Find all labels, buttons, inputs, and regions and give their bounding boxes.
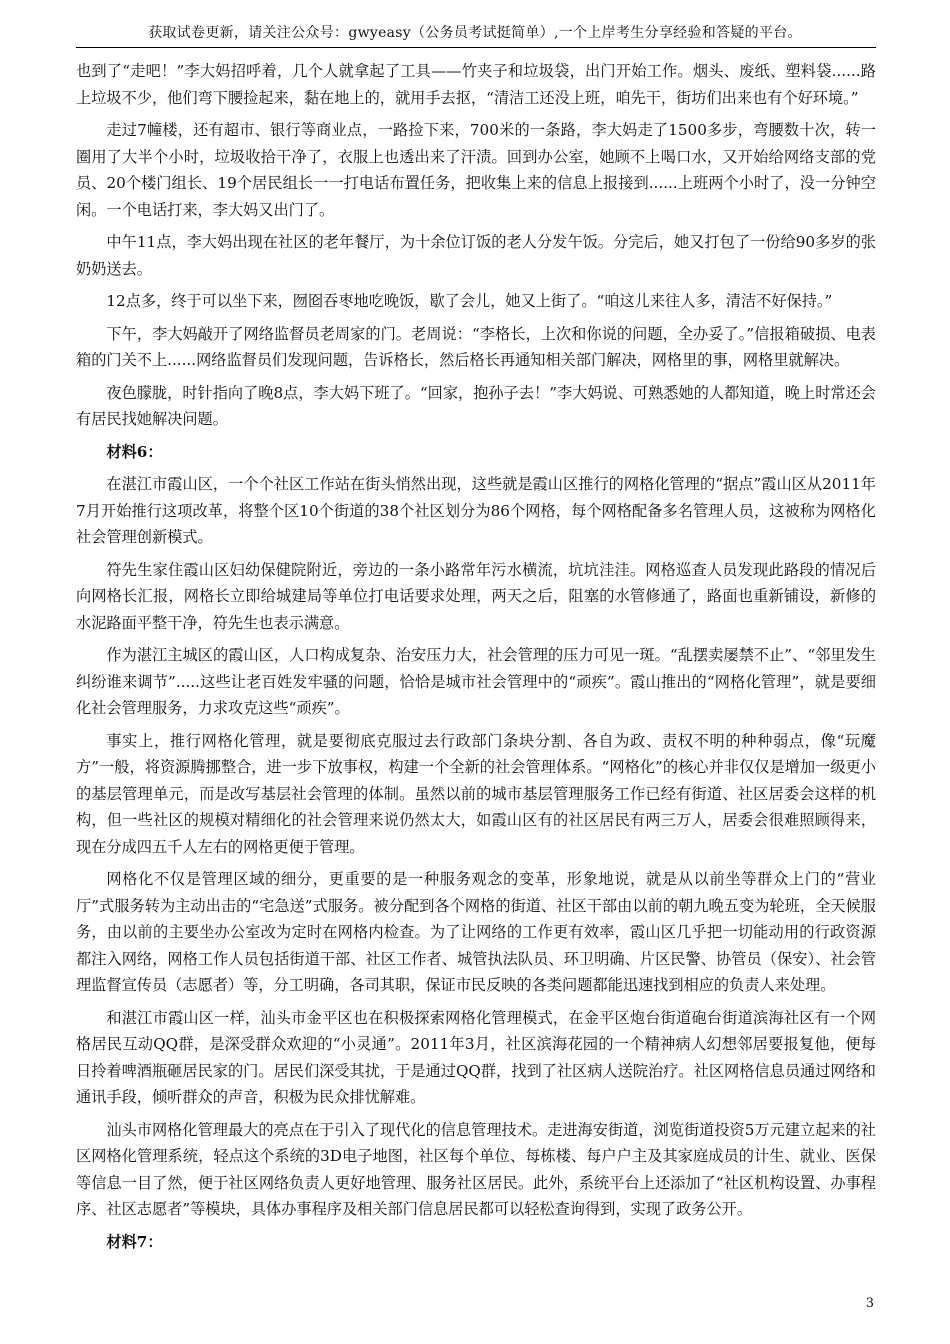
paragraph: 中午11点，李大妈出现在社区的老年餐厅，为十余位订饭的老人分发午饭。分完后，她又打包了一份给90多岁的张奶奶送去。	[76, 233, 876, 278]
paragraph: 汕头市网格化管理最大的亮点在于引入了现代化的信息管理技术。走进海安街道，浏览街道投资5万元建立起来的社区网格化管理系统，轻点这个系统的3D电子地图，社区每个单位、每栋楼、每户户主及其家庭成员的计生、就业、医保等信息一目了然，便于社区网络负责人更好地管理、服务社区居民。此外，系统平台上还添加了“社区机构设置、办事程序、社区志愿者”等模块，具体办事程序及相关部门信息居民都可以轻松查询得到，实现了政务公开。	[76, 1120, 876, 1218]
paragraph: 12点多，终于可以坐下来，囫囵吞枣地吃晚饭，歇了会儿，她又上街了。“咱这儿来往人多，清洁不好保持。”	[106, 292, 833, 310]
page-header: 获取试卷更新，请关注公众号：gwyeasy（公务员考试挺简单）,一个上岸考生分享经验和答疑的平台。	[148, 25, 802, 41]
page-number: 3	[865, 1296, 874, 1311]
section-heading: 材料7：	[106, 1232, 163, 1251]
section-heading: 材料6：	[106, 442, 163, 461]
paragraph: 下午，李大妈敲开了网络监督员老周家的门。老周说：“李格长，上次和你说的问题，全办妥了。”信报箱破损、电表箱的门关不上......网络监督员们发现问题，告诉格长，然后格长再通知相关部门解决，网格里的事，网格里就解决。	[76, 324, 876, 369]
paragraph: 也到了“走吧！”李大妈招呼着，几个人就拿起了工具——竹夹子和垃圾袋，出门开始工作。烟头、废纸、塑料袋......路上垃圾不少，他们弯下腰捡起来，黏在地上的，就用手去抠，“清洁工还没上班，咱先干，街坊们出来也有个好环境。”	[76, 62, 876, 107]
paragraph: 符先生家住霞山区妇幼保健院附近，旁边的一条小路常年污水横流，坑坑洼洼。网格巡查人员发现此路段的情况后向网格长汇报，网格长立即给城建局等单位打电话要求处理，两天之后，阻塞的水管修通了，路面也重新铺设，新修的水泥路面平整干净，符先生也表示满意。	[76, 560, 876, 632]
paragraph: 事实上，推行网格化管理，就是要彻底克服过去行政部门条块分割、各自为政、责权不明的种种弱点，像“玩魔方”一般，将资源腾挪整合，进一步下放事权，构建一个全新的社会管理体系。“网格化”的核心并非仅仅是增加一级更小的基层管理单元，而是改写基层社会管理的体制。虽然以前的城市基层管理服务工作已经有街道、社区居委会这样的机构，但一些社区的规模对精细化的社会管理来说仍然太大，如霞山区有的社区居民有两三万人，居委会很难照顾得来，现在分成四五千人左右的网格更便于管理。	[76, 731, 876, 856]
paragraph: 和湛江市霞山区一样，汕头市金平区也在积极探索网格化管理模式，在金平区炮台街道砲台街道滨海社区有一个网格居民互动QQ群，是深受群众欢迎的“小灵通”。2011年3月，社区滨海花园的一个精神病人幻想邻居要报复他，便每日拎着啤酒瓶砸居民家的门。居民们深受其扰，于是通过QQ群，找到了社区病人送院治疗。社区网格信息员通过网络和通讯手段，倾听群众的声音，积极为民众排忧解难。	[76, 1008, 876, 1106]
paragraph: 网格化不仅是管理区域的细分，更重要的是一种服务观念的变革，形象地说，就是从以前坐等群众上门的“营业厅”式服务转为主动出击的“宅急送”式服务。被分配到各个网格的街道、社区干部由以前的朝九晚五变为轮班，全天候服务，由以前的主要坐办公室改为定时在网格内检查。为了让网络的工作更有效率，霞山区几乎把一切能动用的行政资源都注入网络，网格工作人员包括街道干部、社区工作者、城管执法队员、环卫明确、片区民警、协管员（保安）、社会管理监督宣传员（志愿者）等，分工明确，各司其职，保证市民反映的各类问题都能迅速找到相应的负责人来处理。	[76, 870, 876, 994]
header-divider	[76, 47, 876, 48]
paragraph: 作为湛江主城区的霞山区，人口构成复杂、治安压力大，社会管理的压力可见一斑。“乱摆卖屡禁不止”、“邻里发生纠纷谁来调节”.....这些让老百姓发牢骚的问题，恰恰是城市社会管理中的“顽疾”。霞山推出的“网格化管理”，就是要细化社会管理服务，力求攻克这些“顽疾”。	[76, 646, 876, 717]
document-body	[76, 58, 876, 1261]
paragraph: 走过7幢楼，还有超市、银行等商业点，一路捡下来，700米的一条路，李大妈走了1500多步，弯腰数十次，转一圈用了大半个小时，垃圾收拾干净了，衣服上也透出来了汗渍。回到办公室，她顾不上喝口水，又开始给网络支部的党员、20个楼门组长、19个居民组长一一打电话布置任务，把收集上来的信息上报接到......上班两个小时了，没一分钟空闲。一个电话打来，李大妈又出门了。	[76, 121, 876, 219]
paragraph: 在湛江市霞山区，一个个社区工作站在街头悄然出现，这些就是霞山区推行的网格化管理的“据点”霞山区从2011年7月开始推行这项改革，将整个区10个街道的38个社区划分为86个网格，每个网格配备多名管理人员，这被称为网格化社会管理创新模式。	[76, 475, 876, 546]
paragraph: 夜色朦胧，时针指向了晚8点，李大妈下班了。“回家，抱孙子去！”李大妈说、可熟悉她的人都知道，晚上时常还会有居民找她解决问题。	[76, 383, 876, 428]
